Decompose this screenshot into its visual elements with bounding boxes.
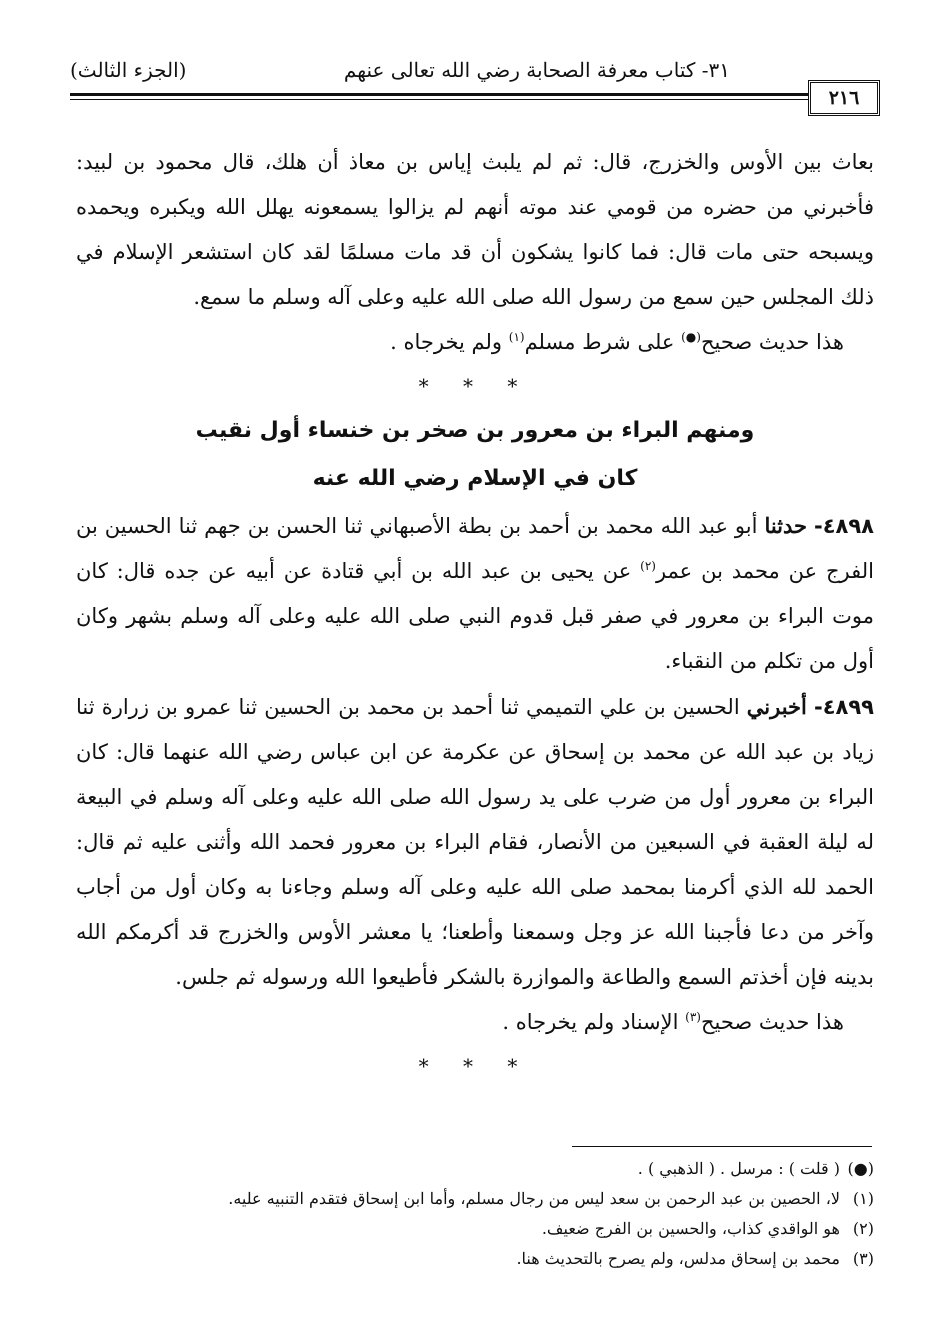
paragraph-continuation: بعاث بين الأوس والخزرج، قال: ثم لم يلبث إياس بن معاذ أن هلك، قال محمود بن لبيد: فأخبرني من حضره من قومي عند موته أنهم لم يزالوا يسمعونه يهلل الله ويكبره ويحمده ويسبحه حتى مات قال: فما كانوا يشكون أن قد مات مسلمًا لقد كان استشعر الإسلام في ذلك المجلس حين سمع من رسول الله صلى الله عليه وعلى آله وسلم ما سمع. — [76, 150, 874, 309]
page-header — [70, 58, 880, 118]
footnote-ref-bullet: (●) — [681, 330, 701, 344]
footnote — [76, 1184, 874, 1214]
section-heading-line-1: ومنهم البراء بن معرور بن صخر بن خنساء أول نقيب — [195, 418, 755, 443]
footnote-rule — [572, 1146, 872, 1147]
footnote — [76, 1154, 874, 1184]
footnote-mark: (●) — [847, 1159, 874, 1178]
page-body — [76, 140, 874, 1087]
footnote-mark: (٢) — [852, 1219, 874, 1238]
section-heading-line-2: كان في الإسلام رضي الله عنه — [312, 466, 638, 491]
header-rule-thin — [70, 99, 810, 100]
footnote-text: ( قلت ) : مرسل . ( الذهبي ) . — [637, 1159, 840, 1178]
footnote-ref-2: (٢) — [640, 559, 656, 573]
footnote-ref-1: (١) — [508, 330, 525, 344]
footnote-text: محمد بن إسحاق مدلس، ولم يصرح بالتحديث هنا. — [516, 1249, 840, 1268]
hadith-4898: ٤٨٩٨- حدثنا أبو عبد الله محمد بن أحمد بن بطة الأصبهاني ثنا الحسن بن جهم ثنا الحسين بن الفرج عن محمد بن عمر$^{(٢)}$ عن يحيى بن عبد الله بن أبي قتادة عن أبيه عن جده قال: كان موت البراء بن معرور في صفر قبل قدوم النبي صلى الله عليه وعلى آله وسلم بشهر وكان أول من تكلم من النقباء. — [76, 513, 874, 673]
section-separator: * * * — [418, 374, 532, 398]
narration-keyword: أخبرني — [746, 694, 807, 719]
header-rule — [70, 93, 810, 96]
verdict-1: هذا حديث صحيح(●) على شرط مسلم$^{(١)}$ ولم يخرجاه . — [390, 330, 844, 354]
footnotes — [76, 1154, 874, 1274]
narration-keyword: حدثنا — [764, 513, 808, 538]
footnote-text: لا، الحصين بن عبد الرحمن بن سعد ليس من رجال مسلم، وأما ابن إسحاق فتقدم التنبيه عليه. — [228, 1189, 840, 1208]
page-number: ٢١٦ — [808, 80, 880, 116]
running-title: ٣١- كتاب معرفة الصحابة رضي الله تعالى عنهم — [343, 58, 730, 82]
verdict-2: هذا حديث صحيح$^{(٣)}$ الإسناد ولم يخرجاه . — [502, 1010, 844, 1034]
volume-label: (الجزء الثالث) — [70, 58, 187, 82]
hadith-4899: ٤٨٩٩- أخبرني الحسين بن علي التميمي ثنا أحمد بن محمد بن الحسين ثنا عمرو بن زرارة ثنا زياد بن عبد الله عن محمد بن إسحاق عن عكرمة عن ابن عباس رضي الله عنهما قال: كان البراء بن معرور أول من ضرب على يد رسول الله صلى الله عليه وعلى آله وسلم في البيعة له ليلة العقبة في السبعين من الأنصار، فقام البراء بن معرور فحمد الله وأثنى عليه ثم قال: الحمد لله الذي أكرمنا بمحمد صلى الله عليه وعلى آله وسلم وجاءنا به وكان أول من أجاب وآخر من دعا فأجبنا الله عز وجل وسمعنا وأطعنا؛ يا معشر الأوس والخزرج قد أكرمكم الله بدينه فإن أخذتم السمع والطاعة والموازرة بالشكر فأطيعوا الله ورسوله ثم جلس. — [76, 694, 874, 989]
section-separator: * * * — [418, 1054, 532, 1078]
footnote — [76, 1244, 874, 1274]
footnote-text: هو الواقدي كذاب، والحسين بن الفرج ضعيف. — [541, 1219, 840, 1238]
footnote — [76, 1214, 874, 1244]
footnote-mark: (١) — [852, 1189, 874, 1208]
footnote-ref-3: (٣) — [685, 1010, 701, 1024]
footnote-mark: (٣) — [852, 1249, 874, 1268]
section-heading — [76, 407, 874, 503]
hadith-number: ٤٨٩٨- — [814, 514, 874, 538]
hadith-number: ٤٨٩٩- — [814, 695, 874, 719]
